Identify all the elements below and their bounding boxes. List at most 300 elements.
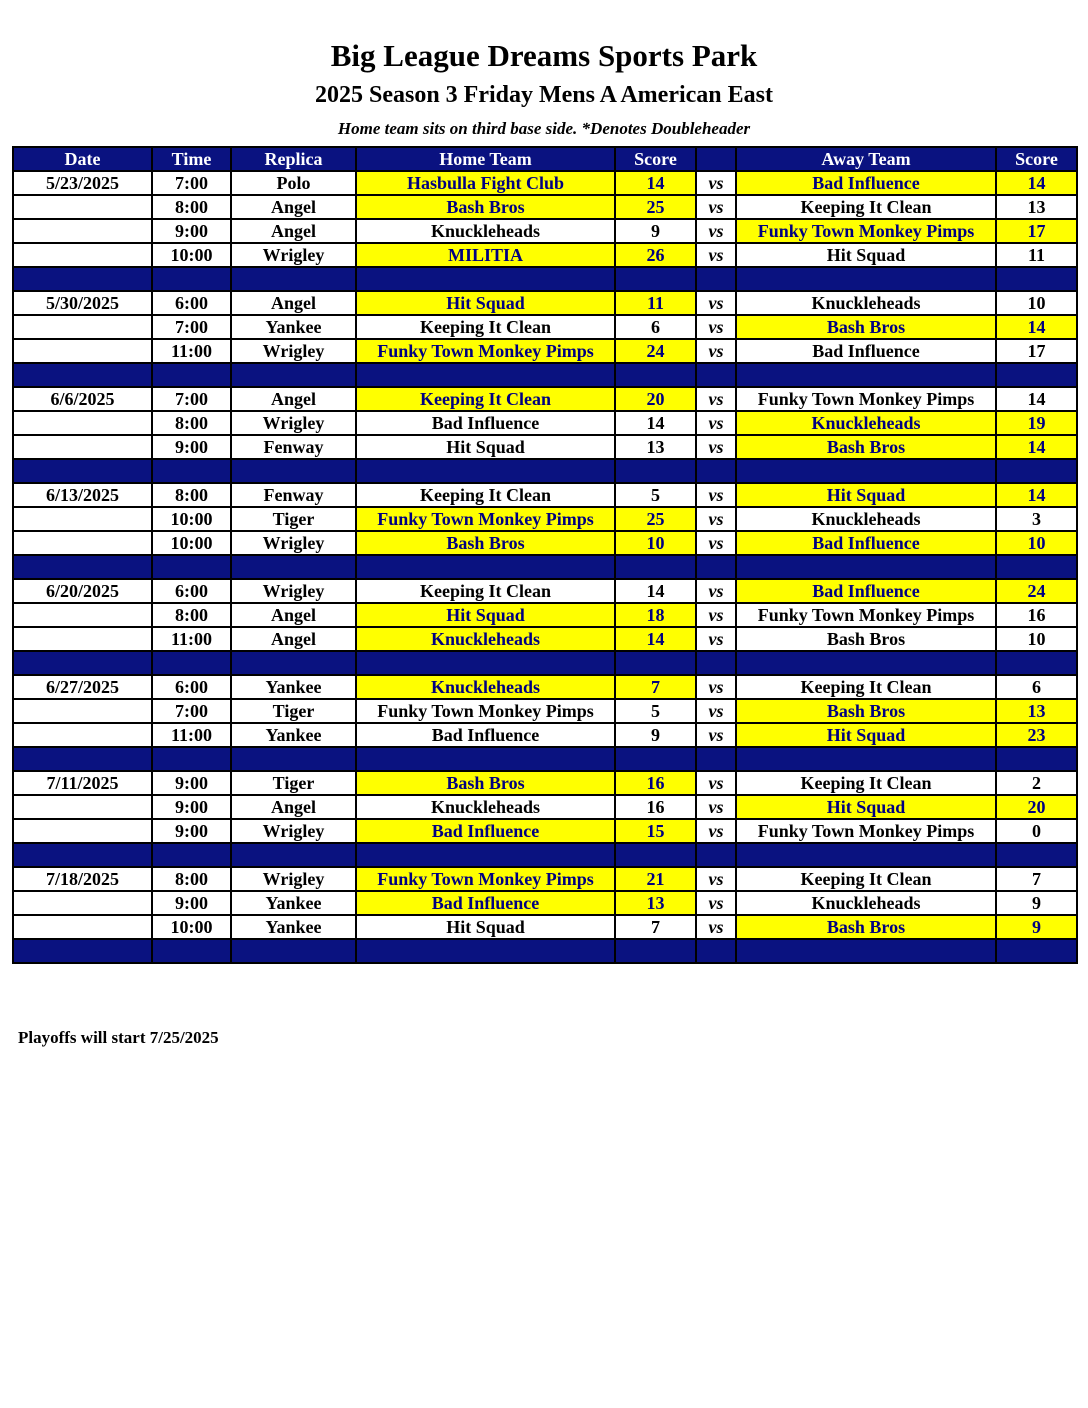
separator-cell — [736, 363, 996, 387]
home-score: 7 — [615, 675, 696, 699]
separator-cell — [996, 555, 1077, 579]
separator-cell — [996, 843, 1077, 867]
away-score: 10 — [996, 531, 1077, 555]
vs-label: vs — [696, 723, 736, 747]
game-replica: Wrigley — [231, 579, 356, 603]
game-replica: Wrigley — [231, 819, 356, 843]
separator-cell — [13, 363, 152, 387]
week-separator-row — [13, 843, 1077, 867]
game-date — [13, 627, 152, 651]
home-score: 15 — [615, 819, 696, 843]
separator-cell — [615, 267, 696, 291]
game-date: 6/20/2025 — [13, 579, 152, 603]
home-team: Hit Squad — [356, 603, 615, 627]
separator-cell — [231, 843, 356, 867]
away-score: 10 — [996, 291, 1077, 315]
game-time: 7:00 — [152, 315, 231, 339]
game-replica: Fenway — [231, 435, 356, 459]
away-score: 16 — [996, 603, 1077, 627]
game-date — [13, 723, 152, 747]
game-row — [13, 603, 1077, 627]
away-team: Knuckleheads — [736, 411, 996, 435]
away-score: 14 — [996, 483, 1077, 507]
home-team: Keeping It Clean — [356, 387, 615, 411]
game-date: 6/27/2025 — [13, 675, 152, 699]
game-replica: Polo — [231, 171, 356, 195]
home-score: 5 — [615, 483, 696, 507]
header-away-score: Score — [996, 147, 1077, 171]
home-team: Bash Bros — [356, 195, 615, 219]
home-team: Knuckleheads — [356, 627, 615, 651]
separator-cell — [356, 555, 615, 579]
game-row — [13, 435, 1077, 459]
away-score: 14 — [996, 315, 1077, 339]
game-time: 8:00 — [152, 483, 231, 507]
game-time: 11:00 — [152, 339, 231, 363]
away-team: Bad Influence — [736, 339, 996, 363]
vs-label: vs — [696, 627, 736, 651]
vs-label: vs — [696, 531, 736, 555]
separator-cell — [996, 651, 1077, 675]
separator-cell — [231, 555, 356, 579]
separator-cell — [231, 651, 356, 675]
game-row — [13, 867, 1077, 891]
separator-cell — [615, 555, 696, 579]
home-team: Funky Town Monkey Pimps — [356, 699, 615, 723]
game-time: 7:00 — [152, 699, 231, 723]
away-score: 9 — [996, 915, 1077, 939]
home-team: Funky Town Monkey Pimps — [356, 867, 615, 891]
home-team: Keeping It Clean — [356, 483, 615, 507]
separator-cell — [615, 843, 696, 867]
game-replica: Angel — [231, 195, 356, 219]
home-score: 14 — [615, 627, 696, 651]
away-score: 7 — [996, 867, 1077, 891]
vs-label: vs — [696, 435, 736, 459]
separator-cell — [356, 363, 615, 387]
away-team: Keeping It Clean — [736, 675, 996, 699]
game-replica: Yankee — [231, 315, 356, 339]
separator-cell — [152, 555, 231, 579]
away-team: Bad Influence — [736, 579, 996, 603]
home-team: Bash Bros — [356, 771, 615, 795]
game-time: 8:00 — [152, 867, 231, 891]
away-score: 14 — [996, 435, 1077, 459]
game-row — [13, 819, 1077, 843]
separator-cell — [356, 939, 615, 963]
game-row — [13, 531, 1077, 555]
separator-cell — [696, 459, 736, 483]
schedule-note: Home team sits on third base side. *Denotes Doubleheader — [337, 119, 751, 138]
game-row — [13, 723, 1077, 747]
game-replica: Angel — [231, 219, 356, 243]
game-time: 10:00 — [152, 531, 231, 555]
game-date: 6/6/2025 — [13, 387, 152, 411]
game-date — [13, 819, 152, 843]
playoffs-note: Playoffs will start 7/25/2025 — [18, 1028, 219, 1047]
game-date — [13, 219, 152, 243]
home-team: Keeping It Clean — [356, 315, 615, 339]
separator-cell — [356, 459, 615, 483]
game-row — [13, 387, 1077, 411]
home-team: Hit Squad — [356, 291, 615, 315]
home-team: Knuckleheads — [356, 219, 615, 243]
home-score: 14 — [615, 411, 696, 435]
game-time: 7:00 — [152, 171, 231, 195]
game-row — [13, 699, 1077, 723]
away-team: Funky Town Monkey Pimps — [736, 219, 996, 243]
game-time: 6:00 — [152, 291, 231, 315]
vs-label: vs — [696, 195, 736, 219]
away-team: Bash Bros — [736, 915, 996, 939]
game-row — [13, 315, 1077, 339]
vs-label: vs — [696, 507, 736, 531]
game-row — [13, 411, 1077, 435]
home-score: 9 — [615, 219, 696, 243]
game-replica: Yankee — [231, 915, 356, 939]
week-separator-row — [13, 555, 1077, 579]
away-score: 17 — [996, 339, 1077, 363]
game-date — [13, 915, 152, 939]
separator-cell — [13, 555, 152, 579]
game-replica: Yankee — [231, 891, 356, 915]
separator-cell — [696, 747, 736, 771]
home-score: 26 — [615, 243, 696, 267]
header-row — [13, 147, 1077, 171]
game-replica: Yankee — [231, 723, 356, 747]
separator-cell — [996, 939, 1077, 963]
home-score: 20 — [615, 387, 696, 411]
week-separator-row — [13, 651, 1077, 675]
away-score: 24 — [996, 579, 1077, 603]
home-team: Hit Squad — [356, 435, 615, 459]
week-separator-row — [13, 459, 1077, 483]
home-team: Keeping It Clean — [356, 579, 615, 603]
game-time: 8:00 — [152, 603, 231, 627]
week-separator-row — [13, 939, 1077, 963]
vs-label: vs — [696, 867, 736, 891]
game-time: 9:00 — [152, 435, 231, 459]
game-time: 11:00 — [152, 723, 231, 747]
game-row — [13, 219, 1077, 243]
vs-label: vs — [696, 339, 736, 363]
vs-label: vs — [696, 915, 736, 939]
away-team: Funky Town Monkey Pimps — [736, 387, 996, 411]
away-score: 14 — [996, 387, 1077, 411]
page-title: Big League Dreams Sports Park — [330, 38, 758, 73]
separator-cell — [152, 363, 231, 387]
separator-cell — [152, 459, 231, 483]
game-replica: Tiger — [231, 699, 356, 723]
game-row — [13, 627, 1077, 651]
separator-cell — [736, 555, 996, 579]
vs-label: vs — [696, 315, 736, 339]
game-time: 10:00 — [152, 507, 231, 531]
home-score: 14 — [615, 579, 696, 603]
game-date — [13, 315, 152, 339]
away-team: Hit Squad — [736, 243, 996, 267]
home-team: Bash Bros — [356, 531, 615, 555]
home-team: MILITIA — [356, 243, 615, 267]
game-date — [13, 603, 152, 627]
away-team: Bad Influence — [736, 171, 996, 195]
away-team: Bash Bros — [736, 315, 996, 339]
game-date — [13, 507, 152, 531]
separator-cell — [615, 363, 696, 387]
game-date — [13, 699, 152, 723]
game-time: 9:00 — [152, 819, 231, 843]
vs-label: vs — [696, 219, 736, 243]
game-time: 9:00 — [152, 219, 231, 243]
vs-label: vs — [696, 387, 736, 411]
game-time: 9:00 — [152, 795, 231, 819]
separator-cell — [615, 939, 696, 963]
home-score: 5 — [615, 699, 696, 723]
game-time: 9:00 — [152, 891, 231, 915]
away-score: 0 — [996, 819, 1077, 843]
home-team: Hasbulla Fight Club — [356, 171, 615, 195]
away-team: Knuckleheads — [736, 291, 996, 315]
game-date: 7/11/2025 — [13, 771, 152, 795]
separator-cell — [152, 843, 231, 867]
away-team: Keeping It Clean — [736, 867, 996, 891]
game-date — [13, 243, 152, 267]
home-score: 13 — [615, 435, 696, 459]
separator-cell — [736, 939, 996, 963]
vs-label: vs — [696, 891, 736, 915]
home-score: 10 — [615, 531, 696, 555]
game-row — [13, 891, 1077, 915]
page-subtitle: 2025 Season 3 Friday Mens A American East — [314, 82, 773, 108]
away-team: Hit Squad — [736, 723, 996, 747]
game-row — [13, 795, 1077, 819]
game-row — [13, 579, 1077, 603]
separator-cell — [736, 651, 996, 675]
game-date: 5/30/2025 — [13, 291, 152, 315]
vs-label: vs — [696, 603, 736, 627]
separator-cell — [13, 459, 152, 483]
away-team: Funky Town Monkey Pimps — [736, 819, 996, 843]
home-team: Knuckleheads — [356, 795, 615, 819]
game-row — [13, 291, 1077, 315]
game-replica: Fenway — [231, 483, 356, 507]
vs-label: vs — [696, 171, 736, 195]
away-team: Knuckleheads — [736, 891, 996, 915]
game-time: 6:00 — [152, 579, 231, 603]
game-row — [13, 771, 1077, 795]
separator-cell — [696, 843, 736, 867]
header-replica: Replica — [231, 147, 356, 171]
separator-cell — [152, 651, 231, 675]
separator-cell — [152, 267, 231, 291]
separator-cell — [13, 843, 152, 867]
game-row — [13, 483, 1077, 507]
separator-cell — [696, 267, 736, 291]
away-score: 2 — [996, 771, 1077, 795]
game-date — [13, 531, 152, 555]
away-score: 13 — [996, 195, 1077, 219]
game-replica: Angel — [231, 603, 356, 627]
game-replica: Wrigley — [231, 339, 356, 363]
game-replica: Wrigley — [231, 411, 356, 435]
vs-label: vs — [696, 795, 736, 819]
away-team: Bash Bros — [736, 435, 996, 459]
vs-label: vs — [696, 243, 736, 267]
away-team: Funky Town Monkey Pimps — [736, 603, 996, 627]
separator-cell — [152, 747, 231, 771]
header-home-team: Home Team — [356, 147, 615, 171]
away-score: 13 — [996, 699, 1077, 723]
separator-cell — [356, 843, 615, 867]
home-team: Bad Influence — [356, 891, 615, 915]
game-time: 8:00 — [152, 411, 231, 435]
separator-cell — [996, 747, 1077, 771]
home-score: 25 — [615, 195, 696, 219]
home-score: 24 — [615, 339, 696, 363]
home-score: 6 — [615, 315, 696, 339]
vs-label: vs — [696, 819, 736, 843]
vs-label: vs — [696, 675, 736, 699]
week-separator-row — [13, 267, 1077, 291]
home-team: Hit Squad — [356, 915, 615, 939]
game-row — [13, 675, 1077, 699]
away-score: 14 — [996, 171, 1077, 195]
home-team: Knuckleheads — [356, 675, 615, 699]
separator-cell — [736, 747, 996, 771]
game-replica: Angel — [231, 795, 356, 819]
vs-label: vs — [696, 483, 736, 507]
game-time: 8:00 — [152, 195, 231, 219]
game-date — [13, 891, 152, 915]
away-score: 9 — [996, 891, 1077, 915]
game-time: 10:00 — [152, 915, 231, 939]
home-team: Funky Town Monkey Pimps — [356, 507, 615, 531]
home-score: 13 — [615, 891, 696, 915]
separator-cell — [996, 459, 1077, 483]
home-team: Funky Town Monkey Pimps — [356, 339, 615, 363]
home-score: 16 — [615, 795, 696, 819]
separator-cell — [696, 939, 736, 963]
separator-cell — [356, 747, 615, 771]
game-replica: Angel — [231, 387, 356, 411]
week-separator-row — [13, 363, 1077, 387]
separator-cell — [736, 267, 996, 291]
game-time: 9:00 — [152, 771, 231, 795]
game-date — [13, 795, 152, 819]
separator-cell — [231, 747, 356, 771]
separator-cell — [152, 939, 231, 963]
game-replica: Angel — [231, 627, 356, 651]
away-score: 23 — [996, 723, 1077, 747]
game-row — [13, 915, 1077, 939]
home-score: 7 — [615, 915, 696, 939]
game-date — [13, 195, 152, 219]
schedule-body — [13, 171, 1077, 963]
home-score: 16 — [615, 771, 696, 795]
game-row — [13, 507, 1077, 531]
game-date — [13, 339, 152, 363]
game-time: 7:00 — [152, 387, 231, 411]
separator-cell — [615, 747, 696, 771]
separator-cell — [13, 267, 152, 291]
header-time: Time — [152, 147, 231, 171]
separator-cell — [356, 651, 615, 675]
game-replica: Wrigley — [231, 243, 356, 267]
separator-cell — [356, 267, 615, 291]
away-team: Hit Squad — [736, 795, 996, 819]
away-team: Hit Squad — [736, 483, 996, 507]
away-team: Bad Influence — [736, 531, 996, 555]
separator-cell — [736, 843, 996, 867]
home-team: Bad Influence — [356, 723, 615, 747]
game-replica: Yankee — [231, 675, 356, 699]
game-replica: Angel — [231, 291, 356, 315]
home-team: Bad Influence — [356, 819, 615, 843]
separator-cell — [231, 267, 356, 291]
header-home-score: Score — [615, 147, 696, 171]
separator-cell — [996, 363, 1077, 387]
game-replica: Wrigley — [231, 867, 356, 891]
away-team: Keeping It Clean — [736, 771, 996, 795]
game-date — [13, 411, 152, 435]
away-team: Bash Bros — [736, 699, 996, 723]
schedule-table — [12, 146, 1078, 964]
separator-cell — [696, 555, 736, 579]
header-date: Date — [13, 147, 152, 171]
separator-cell — [13, 939, 152, 963]
home-score: 21 — [615, 867, 696, 891]
separator-cell — [736, 459, 996, 483]
separator-cell — [615, 459, 696, 483]
week-separator-row — [13, 747, 1077, 771]
away-team: Knuckleheads — [736, 507, 996, 531]
home-score: 18 — [615, 603, 696, 627]
away-score: 20 — [996, 795, 1077, 819]
away-team: Bash Bros — [736, 627, 996, 651]
game-date: 5/23/2025 — [13, 171, 152, 195]
game-time: 10:00 — [152, 243, 231, 267]
vs-label: vs — [696, 411, 736, 435]
home-score: 14 — [615, 171, 696, 195]
game-row — [13, 171, 1077, 195]
game-replica: Tiger — [231, 507, 356, 531]
separator-cell — [696, 363, 736, 387]
header-away-team: Away Team — [736, 147, 996, 171]
away-score: 6 — [996, 675, 1077, 699]
separator-cell — [231, 363, 356, 387]
vs-label: vs — [696, 291, 736, 315]
away-team: Keeping It Clean — [736, 195, 996, 219]
away-score: 19 — [996, 411, 1077, 435]
game-time: 6:00 — [152, 675, 231, 699]
home-score: 11 — [615, 291, 696, 315]
separator-cell — [13, 747, 152, 771]
vs-label: vs — [696, 699, 736, 723]
game-date: 6/13/2025 — [13, 483, 152, 507]
separator-cell — [231, 459, 356, 483]
separator-cell — [231, 939, 356, 963]
game-date — [13, 435, 152, 459]
separator-cell — [696, 651, 736, 675]
game-date: 7/18/2025 — [13, 867, 152, 891]
home-score: 25 — [615, 507, 696, 531]
game-replica: Tiger — [231, 771, 356, 795]
home-team: Bad Influence — [356, 411, 615, 435]
game-row — [13, 243, 1077, 267]
away-score: 10 — [996, 627, 1077, 651]
home-score: 9 — [615, 723, 696, 747]
game-replica: Wrigley — [231, 531, 356, 555]
